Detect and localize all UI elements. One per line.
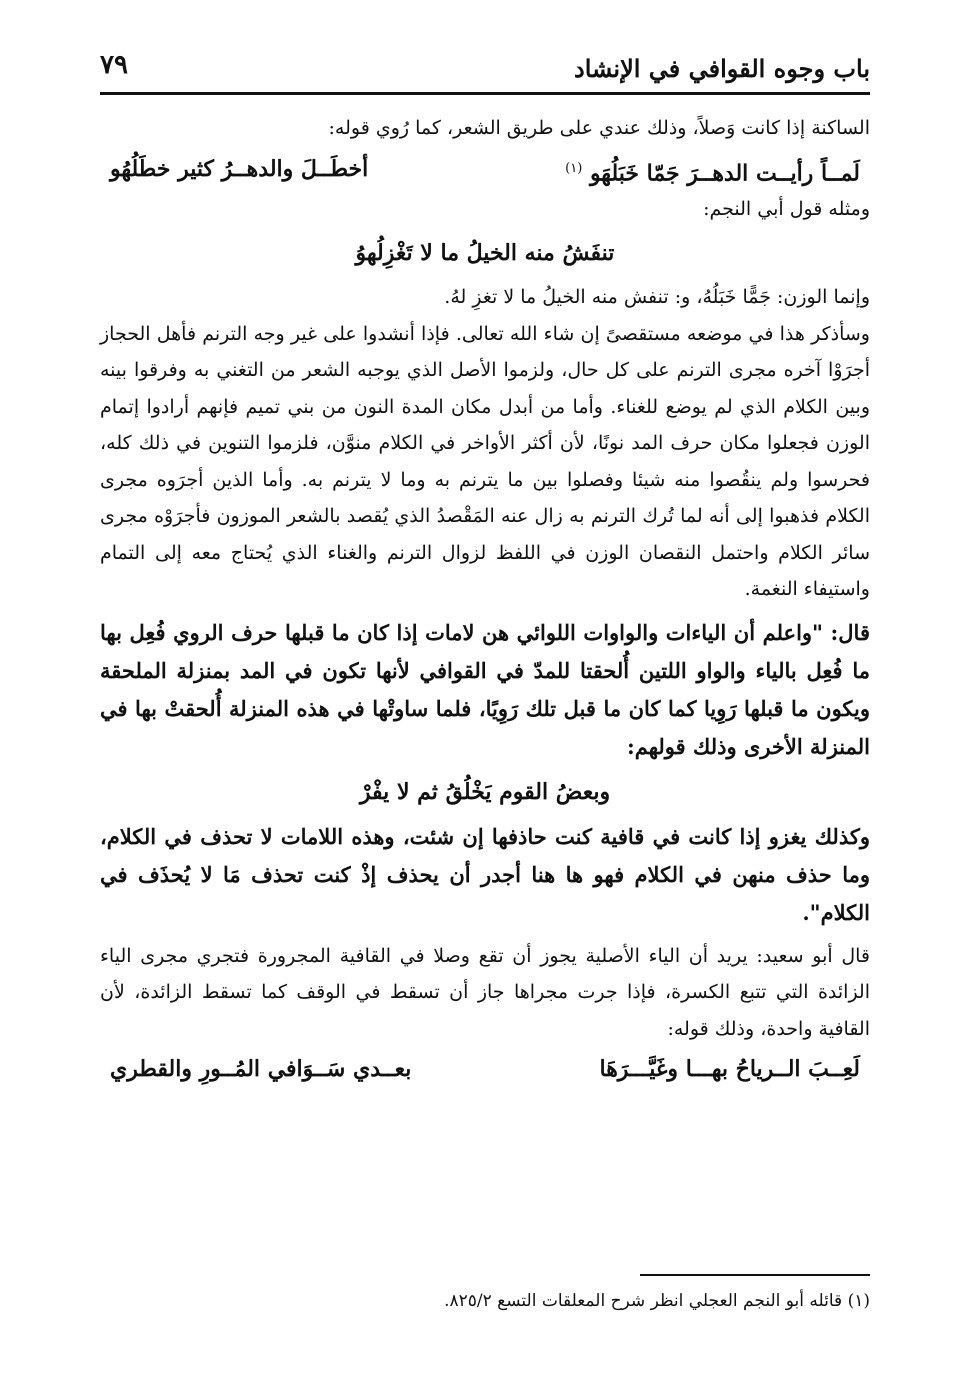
paragraph-5-quote: قال: "واعلم أن الياءات والواوات اللوائي هن لامات إذا كان ما قبلها حرف الروي فُعِل بها ما فُعِل بالياء والواو اللتين أُلحقتا للمدّ في القوافي لأنها تكون في المد بمنزلة الملحقة ويكون ما قبلها رَوِيا كما كان ما قبل تلك رَوِيًا، فلما ساوتْها في هذه المنزلة أُلحقتْ بها في المنزلة الأخرى وذلك قولهم: [100, 619, 870, 759]
page-body [100, 110, 870, 1091]
paragraph-6-quote: وكذلك يغزو إذا كانت في قافية كنت حاذفها إن شئت، وهذه اللامات لا تحذف في الكلام، وما حذف منهن في الكلام فهو ها هنا أجدر أن يحذف إذْ كنت تحذف مَا لا يُحذَف في الكلام". [100, 823, 870, 925]
footnote: (١) قائله أبو النجم العجلي انظر شرح المعلقات التسع ٨٢٥/٢. [444, 1291, 870, 1311]
paragraph-1: الساكنة إذا كانت وَصلاً، وذلك عندي على طريق الشعر، كما رُوي قوله: [328, 117, 870, 139]
verse-1-second-hemistich: أخطَــلَ والدهــرُ كثير خطَلُهُو [110, 155, 369, 182]
verse-4-second-hemistich: بعــدي سَــوَافي المُــورِ والقطري [110, 1056, 412, 1082]
verse-1-first-hemistich: لَمــاً رأيــت الدهــرَ جَمّا خَبَلُهَو $^{(١)}$ [565, 159, 860, 186]
header-divider [100, 92, 870, 95]
chapter-title: باب وجوه القوافي في الإنشاد [574, 54, 870, 83]
paragraph-4: وسأذكر هذا في موضعه مستقصىً إن شاء الله تعالى. فإذا أنشدوا على غير وجه الترنم فأهل الحجاز أجرَوْا آخره مجرى الترنم على كل حال، ولزموا الأصل الذي يوجبه الشعر من التغني به وفرقوا بينه وبين الكلام الذي لم يوضع للغناء. وأما من أبدل مكان المدة النون من بني تميم فإنهم أرادوا إتمام الوزن فجعلوا مكان حرف المد نونًا، لأن أكثر الأواخر في الكلام منوَّن، فلزموا التنوين في ذلك كله، فحرسوا ولم ينقُصوا منه شيئا وفصلوا بين ما يترنم به وما لا يترنم به. وأما الذين أجرَوه مجرى الكلام فذهبوا إلى أنه لما تُرك الترنم به زال عنه المَقْصدُ الذي يُقصد بالشعر الموزون فأجرَوْه مجرى سائر الكلام واحتمل النقصان الوزن في اللفظ لزوال الترنم والغناء الذي يُحتاج معه إلى التمام واستيفاء النغمة. [100, 322, 870, 600]
verse-line-3: وبعضُ القوم يَخْلُقُ ثم لا يفْرْ [359, 778, 611, 805]
paragraph-2: ومثله قول أبي النجم: [703, 197, 870, 220]
paragraph-3: وإنما الوزن: جَمًّا خَبَلُهُ، و: تنفش منه الخيلُ ما لا تغزِ لهُ. [444, 286, 870, 308]
paragraph-7: قال أبو سعيد: يريد أن الياء الأصلية يجوز أن تقع وصلا في القافية المجرورة فتجري مجرى الياء الزائدة التي تتبع الكسرة، فإذا جرت مجراها جاز أن تسقط في الوقف كما تسقط الزائدة، لأن القافية واحدة، وذلك قوله: [100, 944, 870, 1040]
verse-line-2: تنفَشُ منه الخيلُ ما لا تَغْزِلُهوُ [355, 240, 615, 266]
book-page [100, 40, 870, 1360]
verse-line-4 [100, 1047, 870, 1091]
running-header [100, 48, 870, 96]
verse-line-1 [100, 147, 870, 191]
page-number: ٧٩ [100, 50, 128, 80]
footnote-marker: (١) [565, 160, 583, 176]
footnote-divider [640, 1274, 870, 1276]
verse-4-first-hemistich: لَعِــبَ الــرياحُ بهـــا وغَيَّـــرَهَا [599, 1056, 860, 1082]
